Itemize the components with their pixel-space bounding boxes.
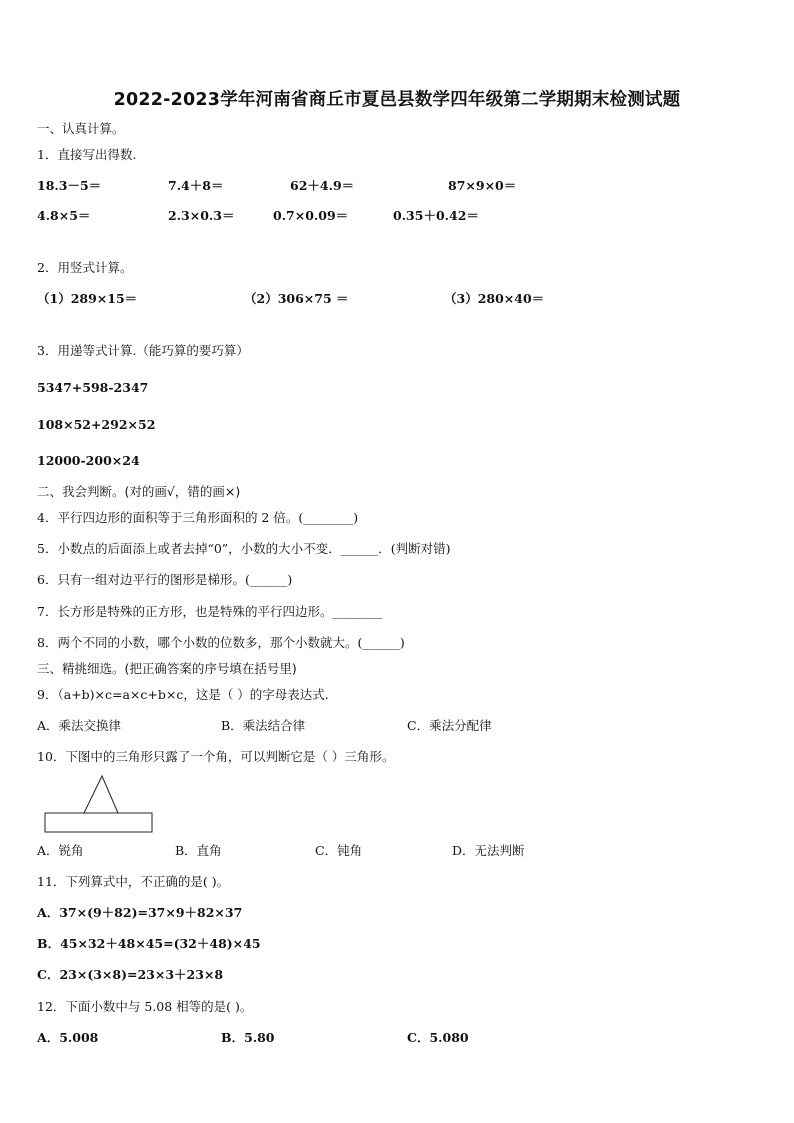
q10-option-d: D．无法判断 (452, 843, 525, 858)
question-11-label: 11．下列算式中，不正确的是( )。 (37, 874, 230, 889)
cover-rectangle (45, 813, 152, 832)
q1-item-3: 62＋4.9＝ (290, 178, 355, 193)
question-9-label: 9．（a+b)×c=a×c+b×c，这是（ ）的字母表达式. (37, 687, 329, 702)
q10-option-c: C．钝角 (315, 843, 363, 858)
question-6: 6．只有一组对边平行的图形是梯形。(______) (37, 572, 293, 587)
question-5: 5．小数点的后面添上或者去掉“0”，小数的大小不变．______．(判断对错) (37, 541, 451, 556)
q1-item-7: 0.7×0.09＝ (273, 208, 349, 223)
q2-item-3: （3）280×40＝ (444, 291, 545, 306)
q9-option-a: A．乘法交换律 (37, 718, 122, 733)
q12-option-a: A．5.008 (37, 1030, 99, 1045)
q1-item-8: 0.35＋0.42＝ (393, 208, 479, 223)
q3-item-3: 12000-200×24 (37, 453, 140, 468)
q1-item-6: 2.3×0.3＝ (168, 208, 235, 223)
q3-item-1: 5347+598-2347 (37, 380, 149, 395)
q10-option-b: B．直角 (175, 843, 222, 858)
q3-item-2: 108×52+292×52 (37, 417, 156, 432)
q9-option-c: C．乘法分配律 (407, 718, 492, 733)
question-3-label: 3．用递等式计算.（能巧算的要巧算） (37, 343, 249, 358)
q10-option-a: A．锐角 (37, 843, 84, 858)
question-8: 8．两个不同的小数，哪个小数的位数多，那个小数就大。(______) (37, 635, 405, 650)
q11-option-c: C．23×(3×8)=23×3＋23×8 (37, 967, 224, 982)
q2-item-1: （1）289×15＝ (37, 291, 138, 306)
q12-option-c: C．5.080 (407, 1030, 469, 1045)
q1-item-1: 18.3－5＝ (37, 178, 102, 193)
question-1-label: 1．直接写出得数. (37, 147, 137, 162)
question-10-label: 10．下图中的三角形只露了一个角，可以判断它是（ ）三角形。 (37, 749, 395, 764)
q11-option-b: B．45×32＋48×45=(32＋48)×45 (37, 936, 261, 951)
q1-item-2: 7.4＋8＝ (168, 178, 224, 193)
q11-option-a: A．37×(9＋82)=37×9＋82×37 (37, 905, 243, 920)
triangle-angle (84, 776, 118, 813)
section-heading-choice: 三、精挑细选。(把正确答案的序号填在括号里) (37, 661, 297, 676)
triangle-partially-hidden-figure (44, 773, 156, 835)
question-2-label: 2．用竖式计算。 (37, 260, 133, 275)
question-12-label: 12．下面小数中与 5.08 相等的是( )。 (37, 999, 253, 1014)
q1-item-4: 87×9×0＝ (448, 178, 517, 193)
q12-option-b: B．5.80 (221, 1030, 275, 1045)
page-title: 2022-2023学年河南省商丘市夏邑县数学四年级第二学期期末检测试题 (113, 90, 681, 110)
q1-item-5: 4.8×5＝ (37, 208, 91, 223)
q9-option-b: B．乘法结合律 (221, 718, 306, 733)
section-heading-judgement: 二、我会判断。(对的画√，错的画×) (37, 484, 241, 499)
q2-item-2: （2）306×75 ＝ (244, 291, 349, 306)
section-heading-calculation: 一、认真计算。 (37, 121, 125, 136)
question-7: 7．长方形是特殊的正方形，也是特殊的平行四边形。________ (37, 604, 383, 619)
question-4: 4．平行四边形的面积等于三角形面积的 2 倍。(________) (37, 510, 359, 525)
